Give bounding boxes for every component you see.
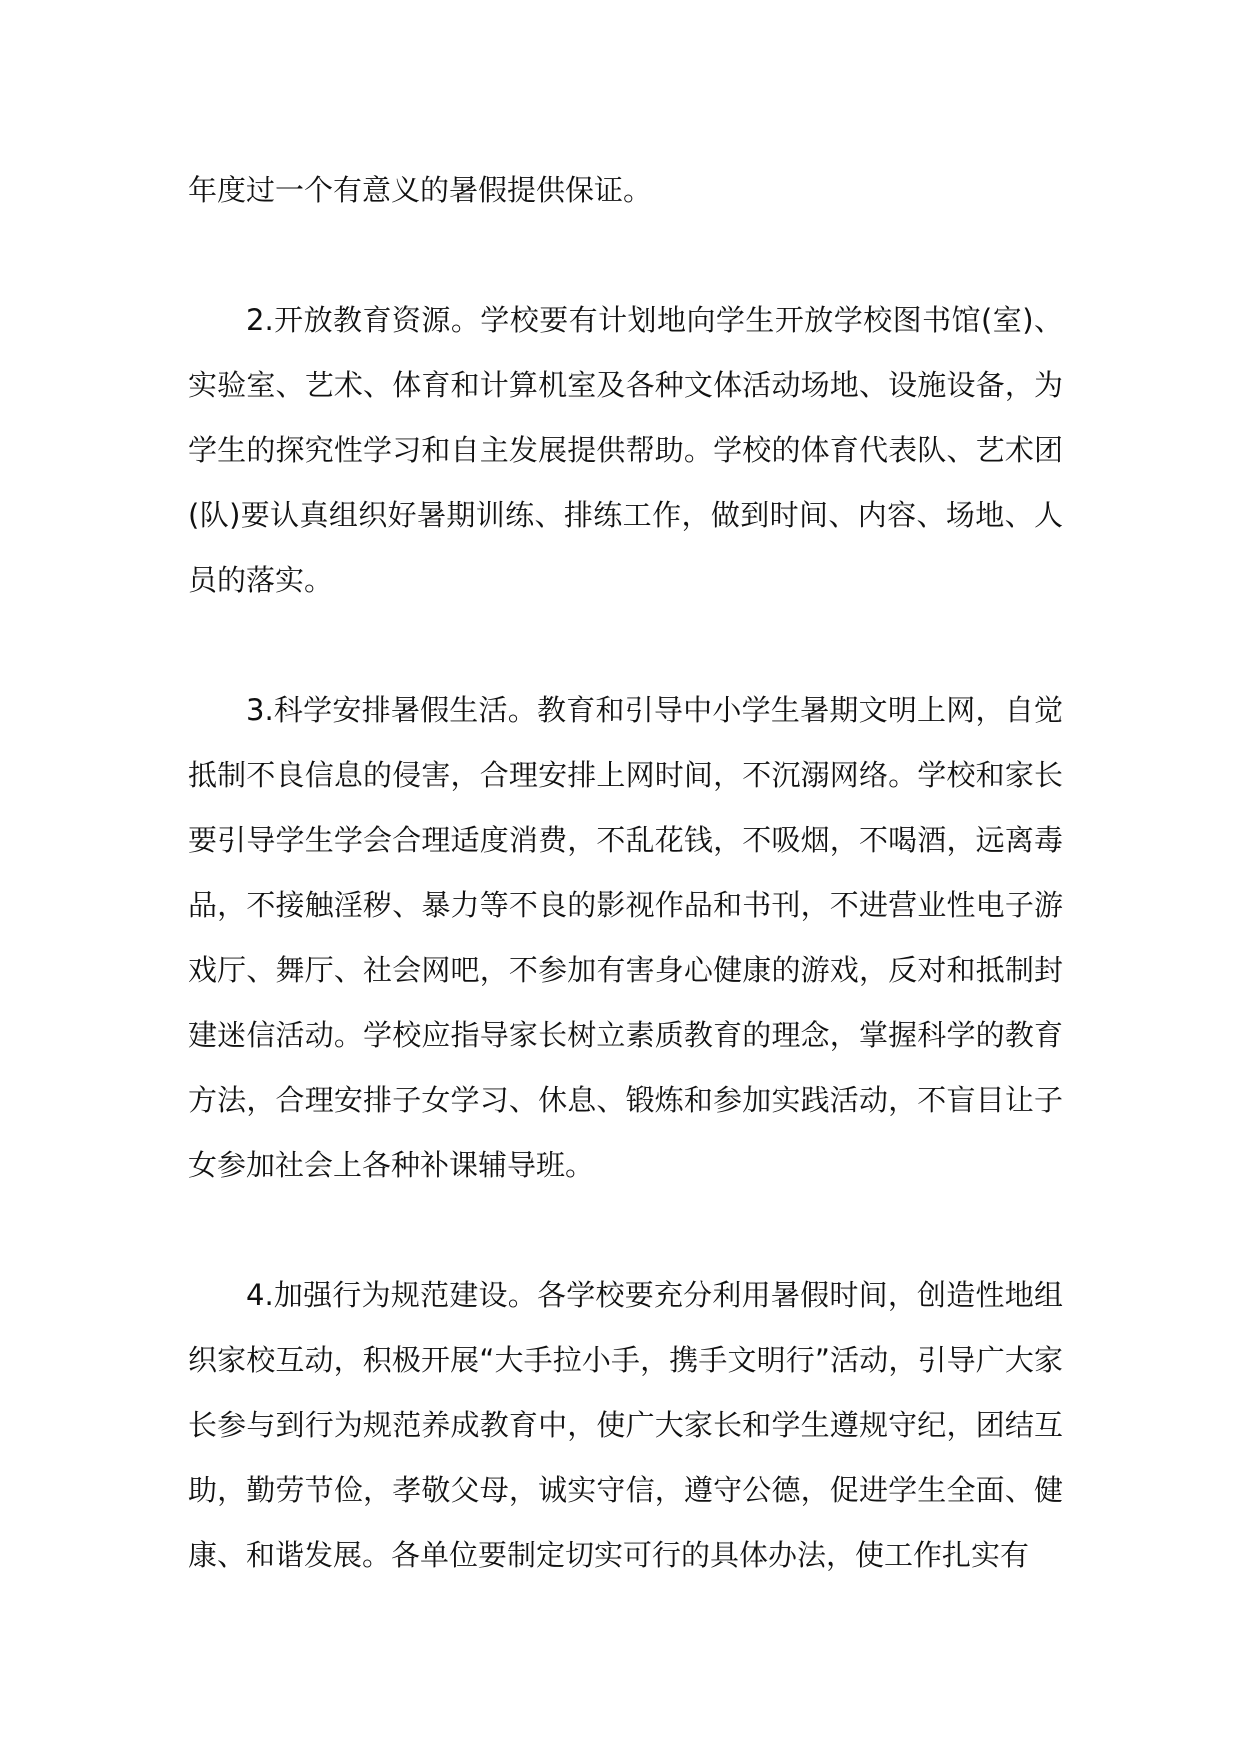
paragraph-open-educational-resources: 2.开放教育资源。学校要有计划地向学生开放学校图书馆(室)、实验室、艺术、体育和计算机室及各种文体活动场地、设施设备，为学生的探究性学习和自主发展提供帮助。学校的体育代表队、艺术团(队)要认真组织好暑期训练、排练工作，做到时间、内容、场地、人员的落实。 [188,303,1063,597]
paragraph-behavior-norms: 4.加强行为规范建设。各学校要充分利用暑假时间，创造性地组织家校互动，积极开展“大手拉小手，携手文明行”活动，引导广大家长参与到行为规范养成教育中，使广大家长和学生遵规守纪，团结互助，勤劳节俭，孝敬父母，诚实守信，遵守公德，促进学生全面、健康、和谐发展。各单位要制定切实可行的具体办法，使工作扎实有 [188,1278,1063,1572]
paragraph-continuation: 年度过一个有意义的暑假提供保证。 [188,173,653,207]
document-body [188,158,1063,1588]
paragraph-summer-life-arrangement: 3.科学安排暑假生活。教育和引导中小学生暑期文明上网，自觉抵制不良信息的侵害，合理安排上网时间，不沉溺网络。学校和家长要引导学生学会合理适度消费，不乱花钱，不吸烟，不喝酒，远离毒品，不接触淫秽、暴力等不良的影视作品和书刊，不进营业性电子游戏厅、舞厅、社会网吧，不参加有害身心健康的游戏，反对和抵制封建迷信活动。学校应指导家长树立素质教育的理念，掌握科学的教育方法，合理安排子女学习、休息、锻炼和参加实践活动，不盲目让子女参加社会上各种补课辅导班。 [188,693,1063,1182]
